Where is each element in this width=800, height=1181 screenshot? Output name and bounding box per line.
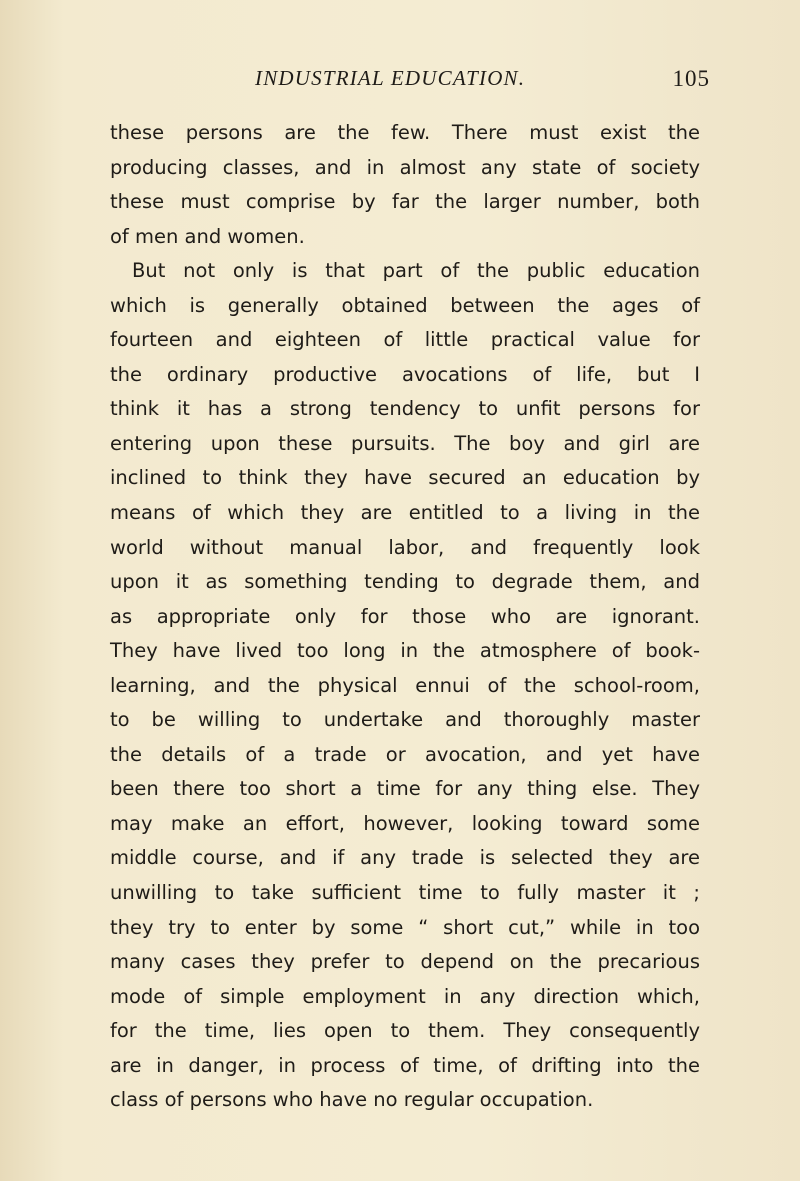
text-line: many cases they prefer to depend on the precarious xyxy=(110,950,700,974)
text-line: inclined to think they have secured an education by xyxy=(110,466,700,490)
text-line: They have lived too long in the atmosphere of book- xyxy=(110,639,700,663)
text-line: been there too short a time for any thing else. They xyxy=(110,777,700,801)
text-line: world without manual labor, and frequently look xyxy=(110,535,700,559)
text-line: producing classes, and in almost any state of society xyxy=(110,155,700,179)
running-head xyxy=(110,64,710,98)
text-line: unwilling to take sufficient time to fully master it ; xyxy=(110,881,700,905)
text-line: entering upon these pursuits. The boy and girl are xyxy=(110,431,700,455)
text-line: these must comprise by far the larger number, both xyxy=(110,190,700,214)
text-line: learning, and the physical ennui of the school-room, xyxy=(110,673,700,697)
text-line: class of persons who have no regular occupation. xyxy=(110,1088,594,1112)
text-line: the ordinary productive avocations of life, but I xyxy=(110,362,700,386)
page-number: 105 xyxy=(672,66,710,91)
text-line: fourteen and eighteen of little practical value for xyxy=(110,328,700,352)
text-line: of men and women. xyxy=(110,224,305,248)
text-line: as appropriate only for those who are ignorant. xyxy=(110,604,700,628)
text-line: means of which they are entitled to a living in the xyxy=(110,501,700,525)
text-line: But not only is that part of the public education xyxy=(132,259,700,283)
text-line: they try to enter by some “ short cut,” while in too xyxy=(110,915,700,939)
running-title: INDUSTRIAL EDUCATION. xyxy=(255,66,526,90)
text-line: mode of simple employment in any direction which, xyxy=(110,984,700,1008)
text-line: the details of a trade or avocation, and yet have xyxy=(110,742,700,766)
body-text xyxy=(110,116,700,1118)
text-line: these persons are the few. There must exist the xyxy=(110,121,700,144)
text-line: which is generally obtained between the ages of xyxy=(110,293,700,317)
text-line: are in danger, in process of time, of drifting into the xyxy=(110,1053,700,1077)
text-line: to be willing to undertake and thoroughly master xyxy=(110,708,700,732)
text-line: upon it as something tending to degrade them, and xyxy=(110,570,700,594)
text-line: may make an effort, however, looking toward some xyxy=(110,811,700,835)
text-line: middle course, and if any trade is selected they are xyxy=(110,846,700,870)
text-line: for the time, lies open to them. They consequently xyxy=(110,1019,700,1043)
text-line: think it has a strong tendency to unfit persons for xyxy=(110,397,700,421)
